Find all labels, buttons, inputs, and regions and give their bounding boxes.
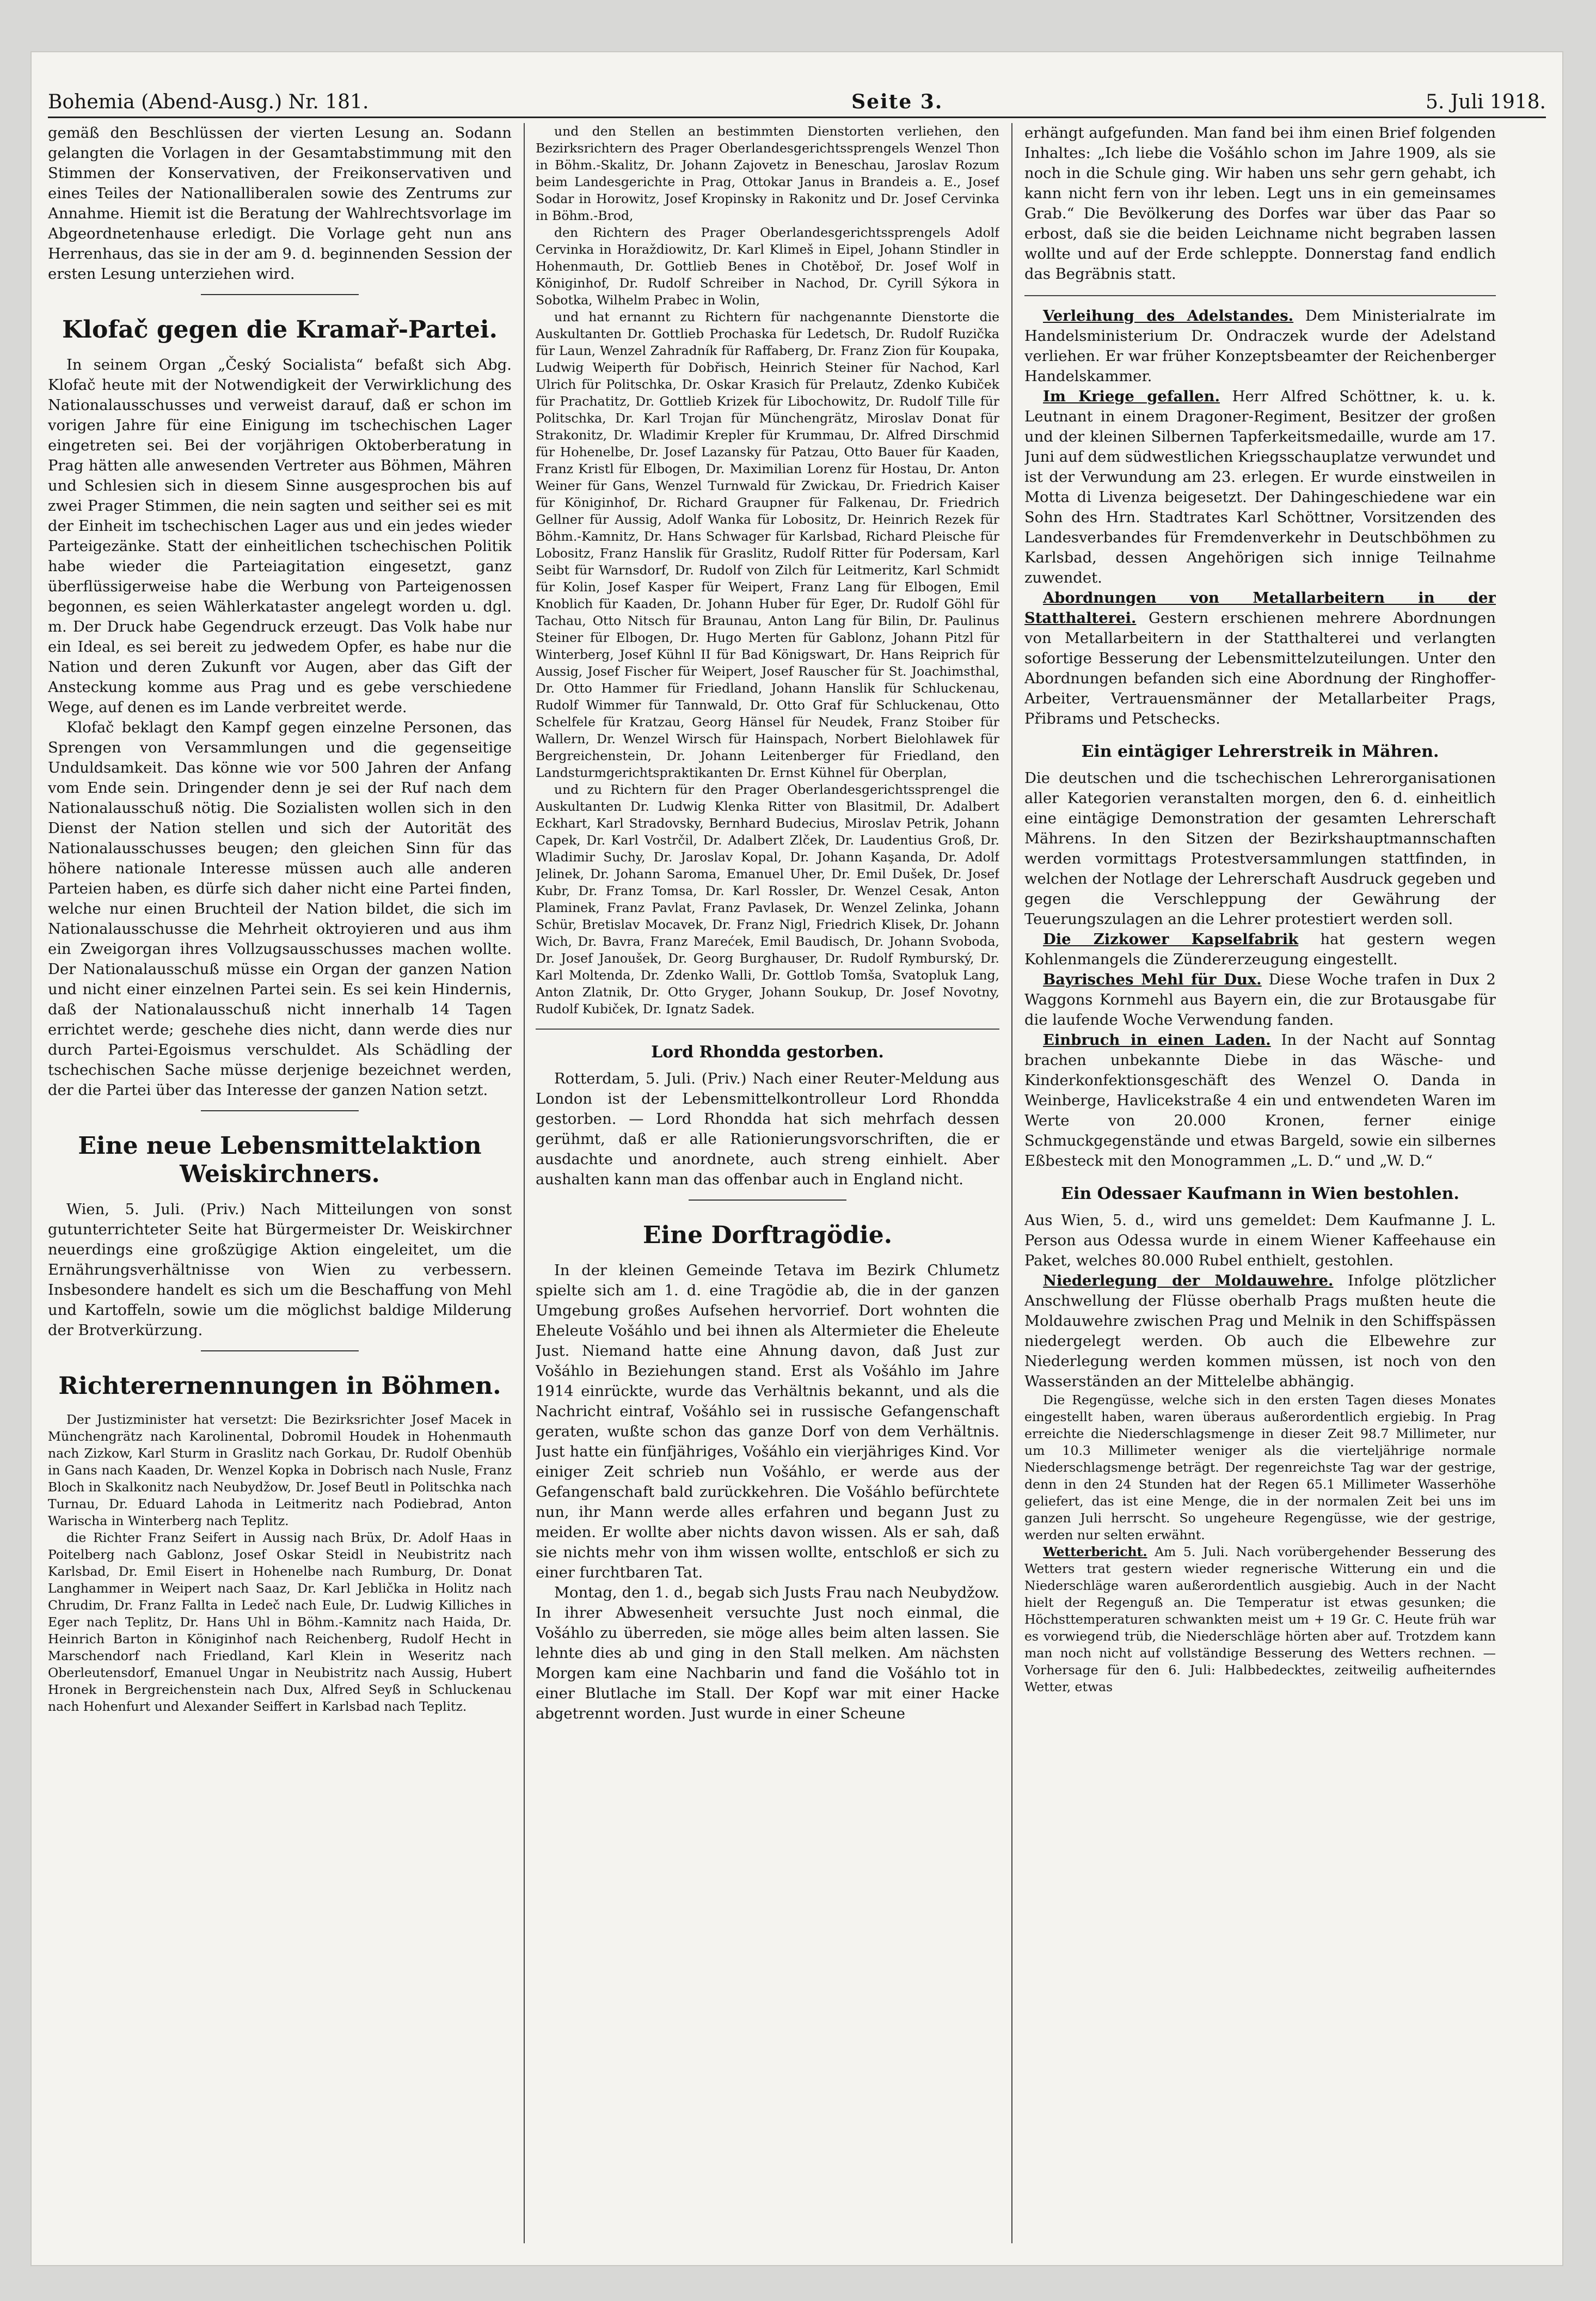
article-paragraph: Klofač beklagt den Kampf gegen einzelne Personen, das Sprengen von Versammlungen und die gegenseitige Unduldsamkeit. Das könne wie vor 500 Jahren der Anfang vom Ende sein. Dringender denn je sei der Ruf nach dem Nationalausschuß nötig. Die Sozialisten wollen sich in den Dienst der Nation stellen und sich der Autorität des Nationalausschusses beugen; den gleichen Sinn für das höhere nationale Interesse müssen auch alle anderen Parteien haben, es dürfe sich daher nicht eine Partei finden, welche nur einen Bruchteil der Nation bildet, die sich im Nationalausschusse die Mehrheit oktroyieren und aus ihm ein Zweigorgan ihres Vollzugsausschusses machen wollte. Der Nationalausschuß müsse ein Organ der ganzen Nation und nicht einer einzelnen Partei sein. Es sei kein Hindernis, daß der Nationalausschuß nicht innerhalb 14 Tagen errichtet werde; geschehe dies nicht, dann werde dies nur durch Partei-Egoismus verschuldet. Als Schädling der tschechischen Sache müsse derjenige bezeichnet werden, der die Partei über das Interesse der ganzen Nation setzt. [48, 719, 512, 1099]
article-paragraph: Wien, 5. Juli. (Priv.) Nach Mitteilungen von sonst gutunterrichteter Seite hat Bürgermeister Dr. Weiskirchner neuerdings eine großzügige Aktion eingeleitet, um die Ernährungsverhältnisse von Wien zu verbessern. Insbesondere handelt es sich um die Beschaffung von Mehl und Kartoffeln, sowie um die möglichst baldige Milderung der Brotverkürzung. [48, 1201, 512, 1339]
news-item: Abordnungen von Metallarbeitern in der Statthalterei. Gestern erschienen mehrere Abordnungen von Metallarbeitern in der Statthalterei und verlangten sofortige Besserung der Lebensmittelzuteilungen. Unter den Abordnungen befanden sich eine Abordnung der Ringhoffer-Arbeiter, Vertrauensmänner der Metallarbeiter Prags, Přibrams und Petschecks. [1024, 589, 1496, 727]
column-3 [1024, 123, 1496, 2245]
header-rule [48, 117, 1546, 118]
news-item-title: Niederlegung der Moldauwehre. [1043, 1272, 1334, 1289]
news-item: Niederlegung der Moldauwehre. Infolge plötzlicher Anschwellung der Flüsse oberhalb Prags mußten heute die Moldauwehre zwischen Prag und Melnik in den Schiffspässen niedergelegt werden. Ob auch die Elbewehre zur Niederlegung werden kommen müssen, ist noch von den Wasserständen an der Mittelelbe abhängig. [1024, 1272, 1496, 1390]
article-paragraph: die Richter Franz Seifert in Aussig nach Brüx, Dr. Adolf Haas in Poitelberg nach Gablonz, Josef Oskar Steidl in Neubistritz nach Karlsbad, Dr. Emil Eisert in Hohenelbe nach Rumburg, Dr. Donat Langhammer in Weipert nach Saaz, Dr. Karl Jeblička in Holitz nach Chrudim, Dr. Franz Fallta in Ledeč nach Eule, Dr. Ludwig Killiches in Eger nach Teplitz, Dr. Hans Uhl in Böhm.-Kamnitz nach Haida, Dr. Heinrich Barton in Königinhof nach Reichenberg, Rudolf Hecht in Marschendorf nach Friedland, Karl Klein in Weseritz nach Oberleutensdorf, Emanuel Ungar in Neubistritz nach Aussig, Hubert Hronek in Bergreichenstein nach Dux, Alfred Seyß in Schluckenau nach Hohenfurt und Alexander Seiffert in Karlsbad nach Teplitz. [48, 1530, 512, 1714]
news-item: Aus Wien, 5. d., wird uns gemeldet: Dem Kaufmanne J. L. Person aus Odessa wurde in einem Wiener Kaffeehause ein Paket, welches 80.000 Rubel enthielt, gestohlen. [1024, 1212, 1496, 1269]
news-item-title: Verleihung des Adelstandes. [1043, 307, 1294, 325]
news-item-title: Bayrisches Mehl für Dux. [1043, 971, 1262, 988]
news-item: Wetterbericht. Am 5. Juli. Nach vorübergehender Besserung des Wetters trat gestern wieder regnerische Witterung ein und die Niederschläge waren außerordentlich ausgiebig. Auch in der Nacht hielt der Regenguß an. Die Temperatur ist etwas gesunken; die Höchsttemperaturen schwankten meist um + 19 Gr. C. Heute früh war es vorwiegend trüb, die Niederschläge hörten aber auf. Trotzdem kann man noch nicht auf vollständige Besserung des Wetters rechnen. — Vorhersage für den 6. Juli: Halbbedecktes, zeitweilig aufheiterndes Wetter, etwas [1024, 1544, 1496, 1694]
article-paragraph: In der kleinen Gemeinde Tetava im Bezirk Chlumetz spielte sich am 1. d. eine Tragödie ab, die in der ganzen Umgebung großes Aufsehen hervorrief. Dort wohnten die Eheleute Vošáhlo und bei ihnen als Altermieter die Eheleute Just. Niemand hatte eine Ahnung davon, daß Just zur Vošáhlo in Beziehungen stand. Erst als Vošáhlo im Jahre 1914 einrückte, wurde das Verhältnis bekannt, und als die Nachricht eintraf, Vošáhlo sei in russische Gefangenschaft geraten, wußte schon das ganze Dorf von dem Verhältnis. Just hatte ein fünfjähriges, Vošáhlo ein vierjähriges Kind. Vor einiger Zeit schrieb nun Vošáhlo, er werde aus der Gefangenschaft bald zurückkehren. Die Vošáhlo befürchtete nun, ihr Mann werde alles erfahren und begann Just zu meiden. Er wollte aber nichts davon wissen. Als er sah, daß sie nichts mehr von ihm wissen wollte, entschloß er sich zu einer furchtbaren Tat. [536, 1262, 999, 1581]
news-item-title: Wetterbericht. [1043, 1544, 1147, 1559]
article-separator [201, 1110, 359, 1111]
news-item: Die Zizkower Kapselfabrik hat gestern wegen Kohlenmangels die Zündererzeugung eingestellt. [1024, 931, 1496, 968]
article-continuation: erhängt aufgefunden. Man fand bei ihm einen Brief folgenden Inhaltes: „Ich liebe die Vošáhlo schon im Jahre 1909, als sie noch in die Schule ging. Wir haben uns sehr gern gehabt, ich kann nicht fern von ihr leben. Legt uns in ein gemeinsames Grab.“ Die Bevölkerung des Dorfes war über das Paar so erbost, daß sie die beiden Leichname nicht begraben lassen wollte und auf der Erde schleppte. Donnerstag fand endlich das Begräbnis statt. [1024, 125, 1496, 283]
news-item-title: Die Zizkower Kapselfabrik [1043, 931, 1299, 948]
column-divider [1011, 123, 1012, 2243]
news-item-title: Einbruch in einen Laden. [1043, 1031, 1271, 1049]
article-paragraph: den Richtern des Prager Oberlandesgerichtssprengels Adolf Cervinka in Horaždiowitz, Dr. Karl Klimeš in Eipel, Johann Stindler in Hohenmauth, Dr. Gottlieb Benes in Chotěboř, Dr. Josef Wolf in Königinhof, Dr. Rudolf Schreiber in Nachod, Dr. Cyrill Sýkora in Sobotka, Wilhelm Prabec in Wolin, [536, 225, 999, 308]
article-paragraph: Montag, den 1. d., begab sich Justs Frau nach Neubydžow. In ihrer Abwesenheit versuchte Just noch einmal, die Vošáhlo zu überreden, sie möge alles beim alten lassen. Sie lehnte dies ab und ging in den Stall melken. Am nächsten Morgen kam eine Nachbarin und fand die Vošáhlo tot in einer Blutlache im Stall. Der Kopf war mit einer Hacke abgetrennt worden. Just wurde in einer Scheune [536, 1584, 999, 1722]
column-1 [48, 123, 512, 2245]
news-item: Bayrisches Mehl für Dux. Diese Woche trafen in Dux 2 Waggons Kornmehl aus Bayern ein, die zur Brotausgabe für die laufende Woche Verwendung fanden. [1024, 971, 1496, 1029]
article-separator [201, 294, 359, 295]
article-paragraph: und hat ernannt zu Richtern für nachgenannte Dienstorte die Auskultanten Dr. Gottlieb Prochaska für Ledetsch, Dr. Rudolf Ruzička für Laun, Wenzel Zahradník für Raffaberg, Dr. Franz Zion für Koupaka, Ludwig Weiperth für Dobřisch, Heinrich Steiner für Nachod, Karl Ulrich für Politschka, Dr. Oskar Krasich für Prelautz, Zdenko Kubiček für Prachatitz, Dr. Gottlieb Krizek für Libochowitz, Dr. Rudolf Tille für Politschka, Dr. Karl Trojan für Münchengrätz, Miroslav Donat für Strakonitz, Dr. Wladimir Krepler für Krummau, Dr. Alfred Dirschmid für Hohenelbe, Dr. Josef Lazansky für Patzau, Otto Bauer für Kaaden, Franz Kristl für Elbogen, Dr. Maximilian Lorenz für Hostau, Dr. Anton Weiner für Gans, Wenzel Turnwald für Zwickau, Dr. Friedrich Kaiser für Königinhof, Dr. Richard Graupner für Falkenau, Dr. Friedrich Gellner für Aussig, Adolf Wanka für Lobositz, Dr. Heinrich Rezek für Böhm.-Kamnitz, Dr. Hans Schwager für Karlsbad, Richard Pleische für Lobositz, Franz Hanslik für Graslitz, Rudolf Ritter für Podersam, Karl Seibt für Warnsdorf, Dr. Rudolf von Zilch für Leitmeritz, Karl Schmidt für Kolin, Josef Kasper für Weipert, Franz Lang für Elbogen, Emil Knoblich für Kaaden, Dr. Johann Huber für Eger, Dr. Rudolf Göhl für Tachau, Otto Nitsch für Braunau, Anton Lang für Bilin, Dr. Paulinus Steiner für Elbogen, Dr. Hugo Merten für Gablonz, Johann Pitzl für Winterberg, Josef Kühnl II für Bad Königswart, Dr. Hans Reiprich für Aussig, Josef Fischer für Weipert, Josef Rauscher für St. Joachimsthal, Dr. Otto Hammer für Friedland, Johann Hanslik für Schluckenau, Rudolf Wimmer für Tannwald, Dr. Otto Graf für Schluckenau, Otto Schelfele für Kratzau, Georg Hänsel für Neudek, Franz Stoiber für Wallern, Dr. Wenzel Wirsch für Hainspach, Norbert Bielohlawek für Bergreichenstein, Dr. Johann Leitenberger für Friedland, den Landsturmgerichtspraktikanten Dr. Ernst Kühnel für Oberplan, [536, 309, 999, 780]
article-paragraph: Der Justizminister hat versetzt: Die Bezirksrichter Josef Macek in Münchengrätz nach Karolinental, Dobromil Houdek in Hohenmauth nach Zizkow, Karl Sturm in Graslitz nach Gorkau, Dr. Rudolf Obenhüb in Gans nach Kaaden, Dr. Wenzel Kopka in Dobrisch nach Nusle, Franz Bloch in Skalkonitz nach Neubydžow, Dr. Josef Beutl in Politschka nach Turnau, Dr. Eduard Lahoda in Leitmeritz nach Podiebrad, Anton Warischa in Winterberg nach Teplitz. [48, 1412, 512, 1528]
headline-rhondda: Lord Rhondda gestorben. [651, 1043, 884, 1062]
column-2 [536, 123, 999, 2245]
news-item: Die deutschen und die tschechischen Lehrerorganisationen aller Kategorien veranstalten morgen, den 6. d. einheitlich eine eintägige Demonstration der gesamten Lehrerschaft Mährens. In den Sitzen der Bezirkshauptmannschaften werden vormittags Protestversammlungen stattfinden, in welchen der Notlage der Lehrerschaft Ausdruck gegeben und gegen die Verschleppung der Gewährung der Teuerungszulagen an die Lehrer protestiert werden soll. [1024, 770, 1496, 928]
news-item: Die Regengüsse, welche sich in den ersten Tagen dieses Monates eingestellt haben, waren überaus außerordentlich ergiebig. In Prag erreichte die Niederschlagsmenge in dieser Zeit 98.7 Millimeter, nur um 10.3 Millimeter weniger als die vierteljährige normale Niederschlagsmenge beträgt. Der regenreichste Tag war der gestrige, denn in den 24 Stunden hat der Regen 65.1 Millimeter Wasserhöhe geliefert, das ist eine Menge, die in der normalen Zeit bei uns im ganzen Juli herrscht. So ungeheure Regengüsse, wie der gestrige, werden nur selten erwähnt. [1024, 1392, 1496, 1543]
headline-klofac: Klofač gegen die Kramař-Partei. [62, 316, 498, 344]
news-item-title: Ein eintägiger Lehrerstreik in Mähren. [1081, 742, 1439, 761]
page-header [48, 86, 1546, 113]
headline-richterernennungen: Richterernennungen in Böhmen. [58, 1372, 501, 1400]
article-paragraph: und zu Richtern für den Prager Oberlandesgerichtssprengel die Auskultanten Dr. Ludwig Klenka Ritter von Blasitmil, Dr. Adalbert Eckhart, Karl Stradovsky, Bernhard Budecius, Miroslav Petrik, Johann Capek, Dr. Karl Vostrčil, Dr. Adalbert Zlček, Dr. Laudentius Groß, Dr. Wladimir Suchy, Dr. Jaroslav Kopal, Dr. Johann Kaşanda, Dr. Adolf Jelinek, Dr. Johann Saroma, Emanuel Uher, Dr. Emil Dušek, Dr. Josef Kubr, Dr. Franz Tomsa, Dr. Karl Rossler, Dr. Wenzel Cesak, Anton Plaminek, Franz Pavlat, Franz Pavlasek, Dr. Wenzel Zelinka, Johann Schür, Bretislav Mocavek, Dr. Franz Nigl, Friedrich Klisek, Dr. Johann Wich, Dr. Bavra, Franz Marećek, Emil Baudisch, Dr. Johann Svoboda, Dr. Josef Janoušek, Dr. Georg Burghauser, Dr. Rudolf Rymburský, Dr. Karl Moltenda, Dr. Zdenko Walli, Dr. Gottlob Tomša, Svatopluk Lang, Anton Zlatnik, Dr. Otto Gryger, Johann Soukup, Dr. Josef Novotny, Rudolf Kubiček, Dr. Ignatz Sadek. [536, 782, 999, 1017]
article-separator [201, 1350, 359, 1351]
article-separator [689, 1200, 846, 1201]
masthead-left: Bohemia (Abend-Ausg.) Nr. 181. [48, 91, 369, 113]
headline-dorftragoedie: Eine Dorftragödie. [642, 1221, 893, 1249]
news-item: Im Kriege gefallen. Herr Alfred Schöttner, k. u. k. Leutnant in einem Dragoner-Regiment, Besitzer der großen und der kleinen Silbernen Tapferkeitsmedaille, wurde am 17. Juni auf dem südwestlichen Kriegsschauplatze verwundet und ist der Verwundung am 23. erlegen. Er wurde einstweilen in Motta di Livenza beigesetzt. Der Dahingeschiedene war ein Sohn des Hrn. Stadtrates Karl Schöttner, Vorsitzenden des Landesverbandes für Fremdenverkehr in Deutschböhmen zu Karlsbad, dessen Angehörigen sich innige Teilnahme zuwendet. [1024, 388, 1496, 586]
article-paragraph: und den Stellen an bestimmten Dienstorten verliehen, den Bezirksrichtern des Prager Oberlandesgerichtssprengels Wenzel Thon in Böhm.-Skalitz, Dr. Johann Zajovetz in Beneschau, Jaroslav Rozum beim Landesgerichte in Prag, Ottokar Janus in Brandeis a. E., Josef Sodar in Horowitz, Josef Kropinsky in Rakonitz und Dr. Josef Cervinka in Böhm.-Brod, [536, 124, 999, 223]
article-separator [536, 1029, 999, 1030]
article-paragraph: Rotterdam, 5. Juli. (Priv.) Nach einer Reuter-Meldung aus London ist der Lebensmittelkontrolleur Lord Rhondda gestorben. — Lord Rhondda hat sich mehrfach dessen gerühmt, daß er alle Rationierungsvorschriften, die er ausdachte und anordnete, auch streng einhielt. Aber aushalten kann man das offenbar auch in England nicht. [536, 1070, 999, 1188]
article-continuation: gemäß den Beschlüssen der vierten Lesung an. Sodann gelangten die Vorlagen in der Gesamtabstimmung mit den Stimmen der Konservativen, der Freikonservativen und eines Teiles der Nationalliberalen sowie des Zentrums zur Annahme. Hiemit ist die Beratung der Wahlrechtsvorlage im Abgeordnetenhause erledigt. Die Vorlage geht nun ans Herrenhaus, das sie in der am 9. d. beginnenden Session der ersten Lesung unterziehen wird. [48, 125, 512, 283]
news-item: Verleihung des Adelstandes. Dem Ministerialrate im Handelsministerium Dr. Ondraczek wurde der Adelstand verliehen. Er war früher Konzeptsbeamter der Reichenberger Handelskammer. [1024, 307, 1496, 385]
column-divider [524, 123, 525, 2243]
news-item-title: Abordnungen von Metallarbeitern in der Statthalterei. [1024, 589, 1496, 627]
news-item-title: Im Kriege gefallen. [1043, 388, 1220, 405]
newspaper-page [32, 52, 1562, 2265]
article-paragraph: In seinem Organ „Český Socialista“ befaßt sich Abg. Klofač heute mit der Notwendigkeit der Verwirklichung des Nationalausschusses und verweist darauf, daß er schon im vorigen Jahre für eine Einigung im tschechischen Lager eingetreten sei. Bei der vorjährigen Oktoberberatung in Prag hätten alle anwesenden Vertreter aus Böhmen, Mähren und Schlesien sich in diesem Sinne ausgesprochen bis auf zwei Prager Stimmen, die nein sagten und seither sei es mit der Einheit im tschechischen Lager aus und ein jedes wieder Parteigezänke. Statt der einheitlichen tschechischen Politik habe wieder die Parteiagitation eingesetzt, ganz überflüssigerweise habe die Werbung von Parteigenossen begonnen, es seien Wählerkataster angelegt worden u. dgl. m. Der Druck habe Gegendruck erzeugt. Das Volk habe nur ein Ideal, es sei bereit zu jedwedem Opfer, es habe nur die Nation und deren Zukunft vor Augen, aber das Gift der Ansteckung komme aus Prag und es gebe verschiedene Wege, auf denen es im Lande verbreitet werde. [48, 357, 512, 716]
issue-date: 5. Juli 1918. [1426, 91, 1546, 113]
news-item-title: Ein Odessaer Kaufmann in Wien bestohlen. [1061, 1184, 1459, 1203]
headline-weiskirchner: Eine neue Lebensmittelaktion Weiskirchners. [78, 1132, 482, 1188]
news-item: Einbruch in einen Laden. In der Nacht auf Sonntag brachen unbekannte Diebe in das Wäsche- und Kinderkonfektionsgeschäft des Wenzel O. Danda in Weinberge, Havlicekstraße 4 ein und entwendeten Waren im Werte von 20.000 Kronen, ferner einige Schmuckgegenstände und etwas Bargeld, sowie ein silbernes Eßbesteck mit den Monogrammen „L. D.“ und „W. D.“ [1024, 1031, 1496, 1170]
article-separator [1024, 295, 1496, 296]
page-number: Seite 3. [851, 90, 943, 113]
